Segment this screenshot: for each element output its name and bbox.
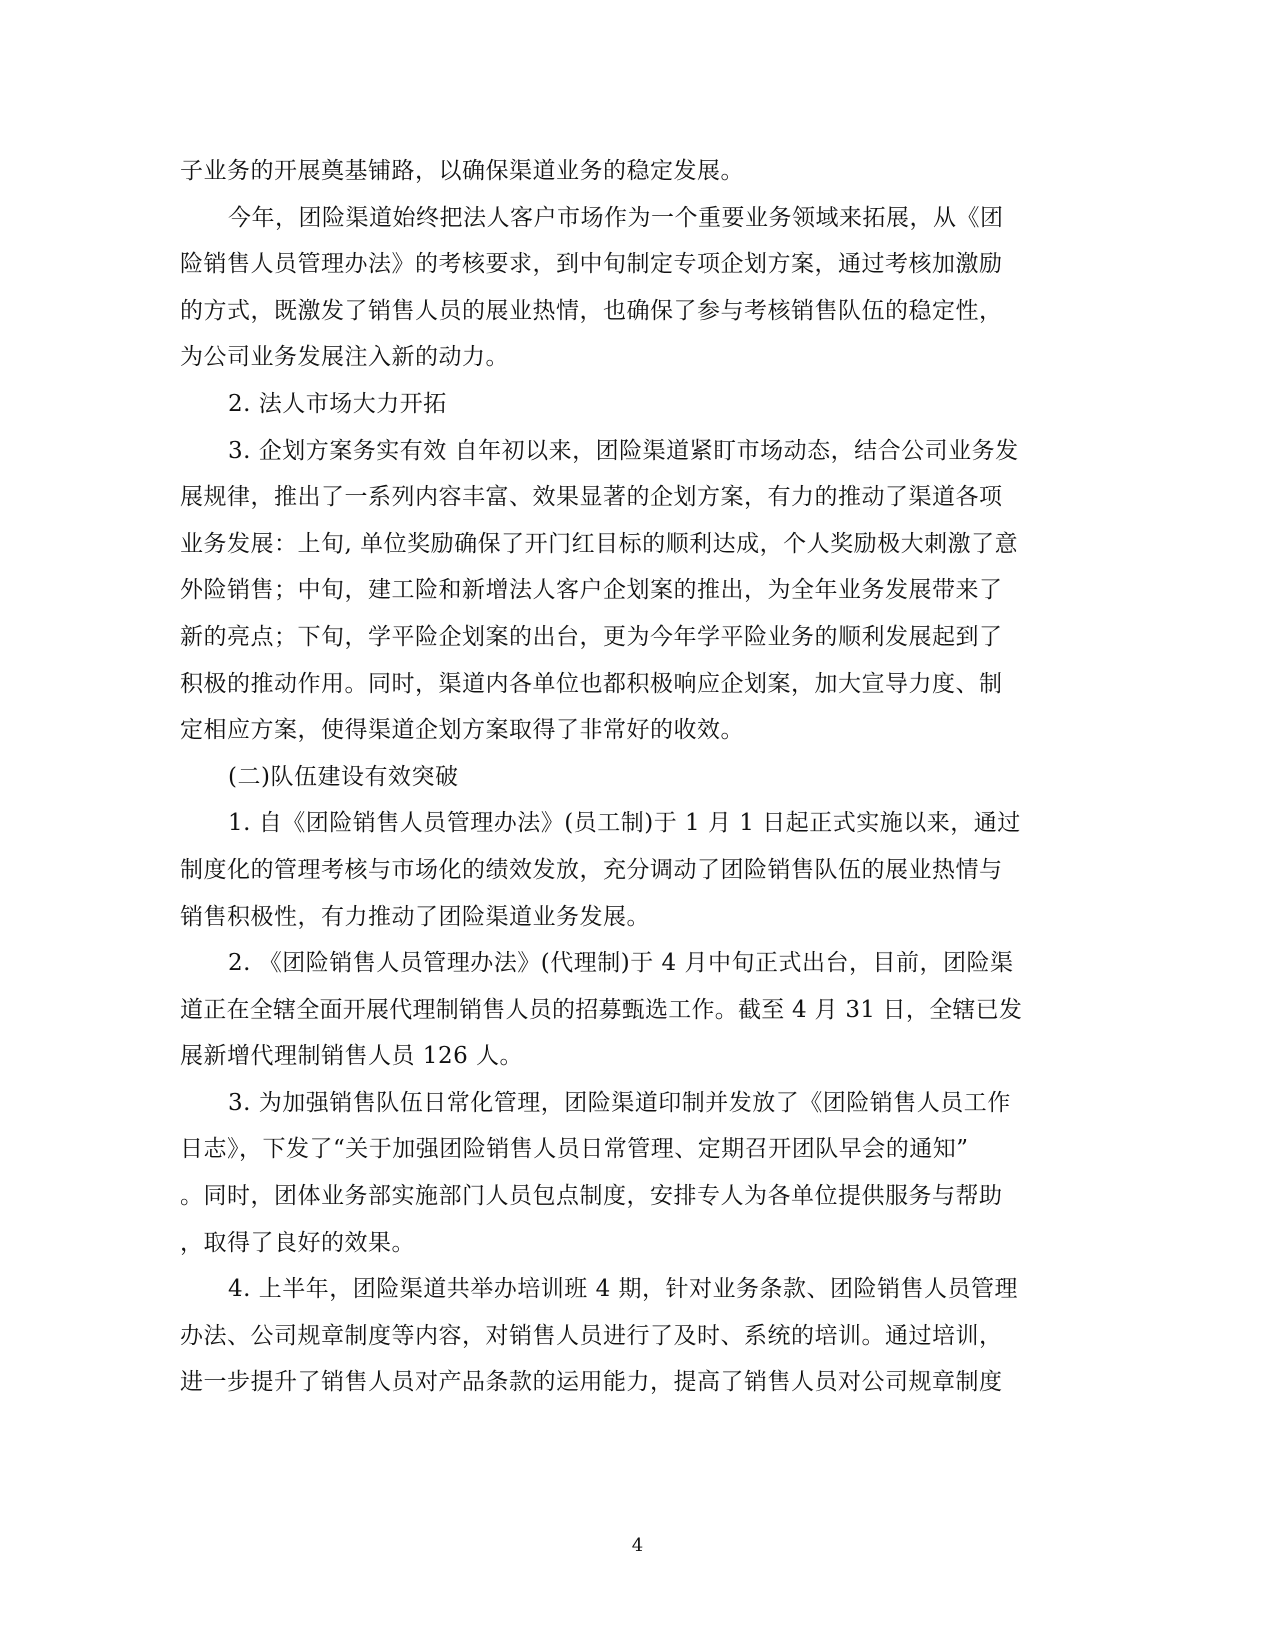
text-line: 日志》，下发了“关于加强团险销售人员日常管理、定期召开团队早会的通知”	[180, 1136, 969, 1163]
text-line: 子业务的开展奠基铺路，以确保渠道业务的稳定发展。	[180, 158, 744, 184]
text-line: 进一步提升了销售人员对产品条款的运用能力，提高了销售人员对公司规章制度	[180, 1369, 1003, 1396]
section-heading: (二)队伍建设有效突破	[228, 763, 459, 790]
text-line: 今年，团险渠道始终把法人客户市场作为一个重要业务领域来拓展，从《团	[228, 204, 1004, 231]
text-line: 新的亮点；下旬，学平险企划案的出台，更为今年学平险业务的顺利发展起到了	[180, 623, 1003, 650]
text-line: 积极的推动作用。同时，渠道内各单位也都积极响应企划案，加大宣导力度、制	[180, 670, 1003, 697]
text-line: 1. 自《团险销售人员管理办法》(员工制)于 1 月 1 日起正式实施以来，通过	[228, 810, 1021, 837]
text-line: 办法、公司规章制度等内容，对销售人员进行了及时、系统的培训。通过培训，	[180, 1322, 1003, 1349]
text-line: ，取得了良好的效果。	[180, 1229, 415, 1256]
text-line: 。同时，团体业务部实施部门人员包点制度，安排专人为各单位提供服务与帮助	[180, 1183, 1003, 1210]
text-line: 险销售人员管理办法》的考核要求，到中旬制定专项企划方案，通过考核加激励	[180, 251, 1003, 278]
text-line: 展新增代理制销售人员 126 人。	[180, 1043, 524, 1070]
text-line: 道正在全辖全面开展代理制销售人员的招募甄选工作。截至 4 月 31 日，全辖已发	[180, 996, 1023, 1023]
text-line: 3. 为加强销售队伍日常化管理，团险渠道印制并发放了《团险销售人员工作	[228, 1089, 1011, 1116]
text-line: 为公司业务发展注入新的动力。	[180, 344, 509, 371]
text-line: 3. 企划方案务实有效 自年初以来，团险渠道紧盯市场动态，结合公司业务发	[228, 437, 1019, 464]
text-line: 4. 上半年，团险渠道共举办培训班 4 期，针对业务条款、团险销售人员管理	[228, 1276, 1019, 1303]
text-line: 销售积极性，有力推动了团险渠道业务发展。	[180, 903, 650, 930]
text-line: 业务发展：上旬, 单位奖励确保了开门红目标的顺利达成，个人奖励极大刺激了意	[180, 530, 1019, 557]
text-line: 2. 《团险销售人员管理办法》(代理制)于 4 月中旬正式出台，目前，团险渠	[228, 950, 1014, 977]
text-line: 的方式，既激发了销售人员的展业热情，也确保了参与考核销售队伍的稳定性，	[180, 297, 1003, 324]
body-text	[180, 148, 1030, 1406]
text-line: 外险销售；中旬，建工险和新增法人客户企划案的推出，为全年业务发展带来了	[180, 577, 1003, 604]
text-line: 展规律，推出了一系列内容丰富、效果显著的企划方案，有力的推动了渠道各项	[180, 484, 1003, 511]
page-number: 4	[631, 1535, 644, 1556]
text-line: 定相应方案，使得渠道企划方案取得了非常好的收效。	[180, 717, 744, 744]
section-heading: 2. 法人市场大力开拓	[228, 390, 447, 417]
text-line: 制度化的管理考核与市场化的绩效发放，充分调动了团险销售队伍的展业热情与	[180, 856, 1003, 883]
